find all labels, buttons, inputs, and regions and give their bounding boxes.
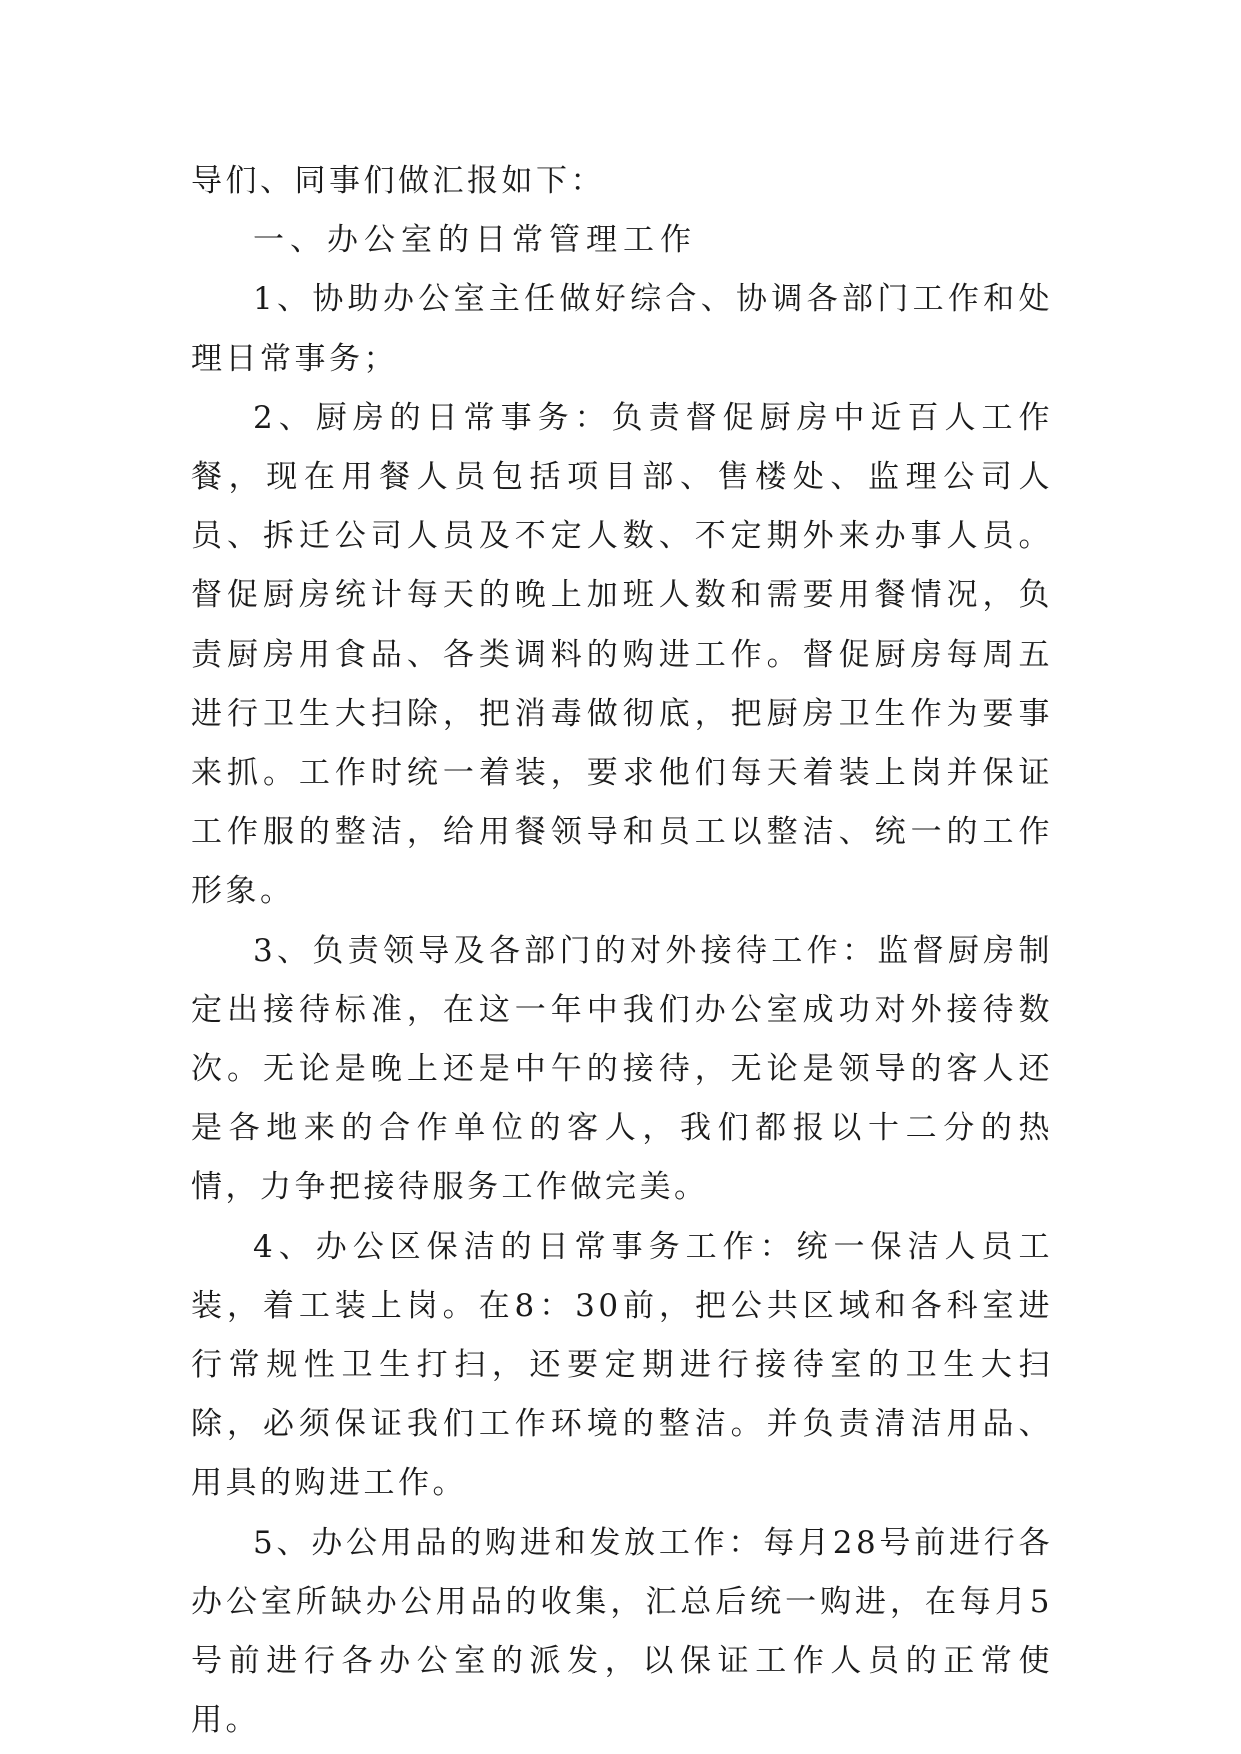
document-body [191,152,1053,1750]
section-heading: 一、办公室的日常管理工作 [253,222,697,259]
item-2-paragraph: 2、厨房的日常事务：负责督促厨房中近百人工作餐，现在用餐人员包括项目部、售楼处、监理公司人员、拆迁公司人员及不定人数、不定期外来办事人员。督促厨房统计每天的晚上加班人数和需要用餐情况，负责厨房用食品、各类调料的购进工作。督促厨房每周五进行卫生大扫除，把消毒做彻底，把厨房卫生作为要事来抓。工作时统一着装，要求他们每天着装上岗并保证工作服的整洁，给用餐领导和员工以整洁、统一的工作形象。 [191,399,1053,910]
intro-continuation-paragraph: 导们、同事们做汇报如下： [191,163,605,199]
item-3-paragraph: 3、负责领导及各部门的对外接待工作：监督厨房制定出接待标准，在这一年中我们办公室成功对外接待数次。无论是晚上还是中午的接待，无论是领导的客人还是各地来的合作单位的客人，我们都报以十二分的热情，力争把接待服务工作做完美。 [191,932,1053,1206]
item-5-paragraph: 5、办公用品的购进和发放工作：每月28号前进行各办公室所缺办公用品的收集，汇总后统一购进，在每月5号前进行各办公室的派发，以保证工作人员的正常使用。 [191,1524,1053,1739]
item-1-paragraph: 1、协助办公室主任做好综合、协调各部门工作和处理日常事务； [191,281,1053,377]
item-4-paragraph: 4、办公区保洁的日常事务工作：统一保洁人员工装，着工装上岗。在8：30前，把公共区域和各科室进行常规性卫生打扫，还要定期进行接待室的卫生大扫除，必须保证我们工作环境的整洁。并负责清洁用品、用具的购进工作。 [191,1228,1053,1502]
